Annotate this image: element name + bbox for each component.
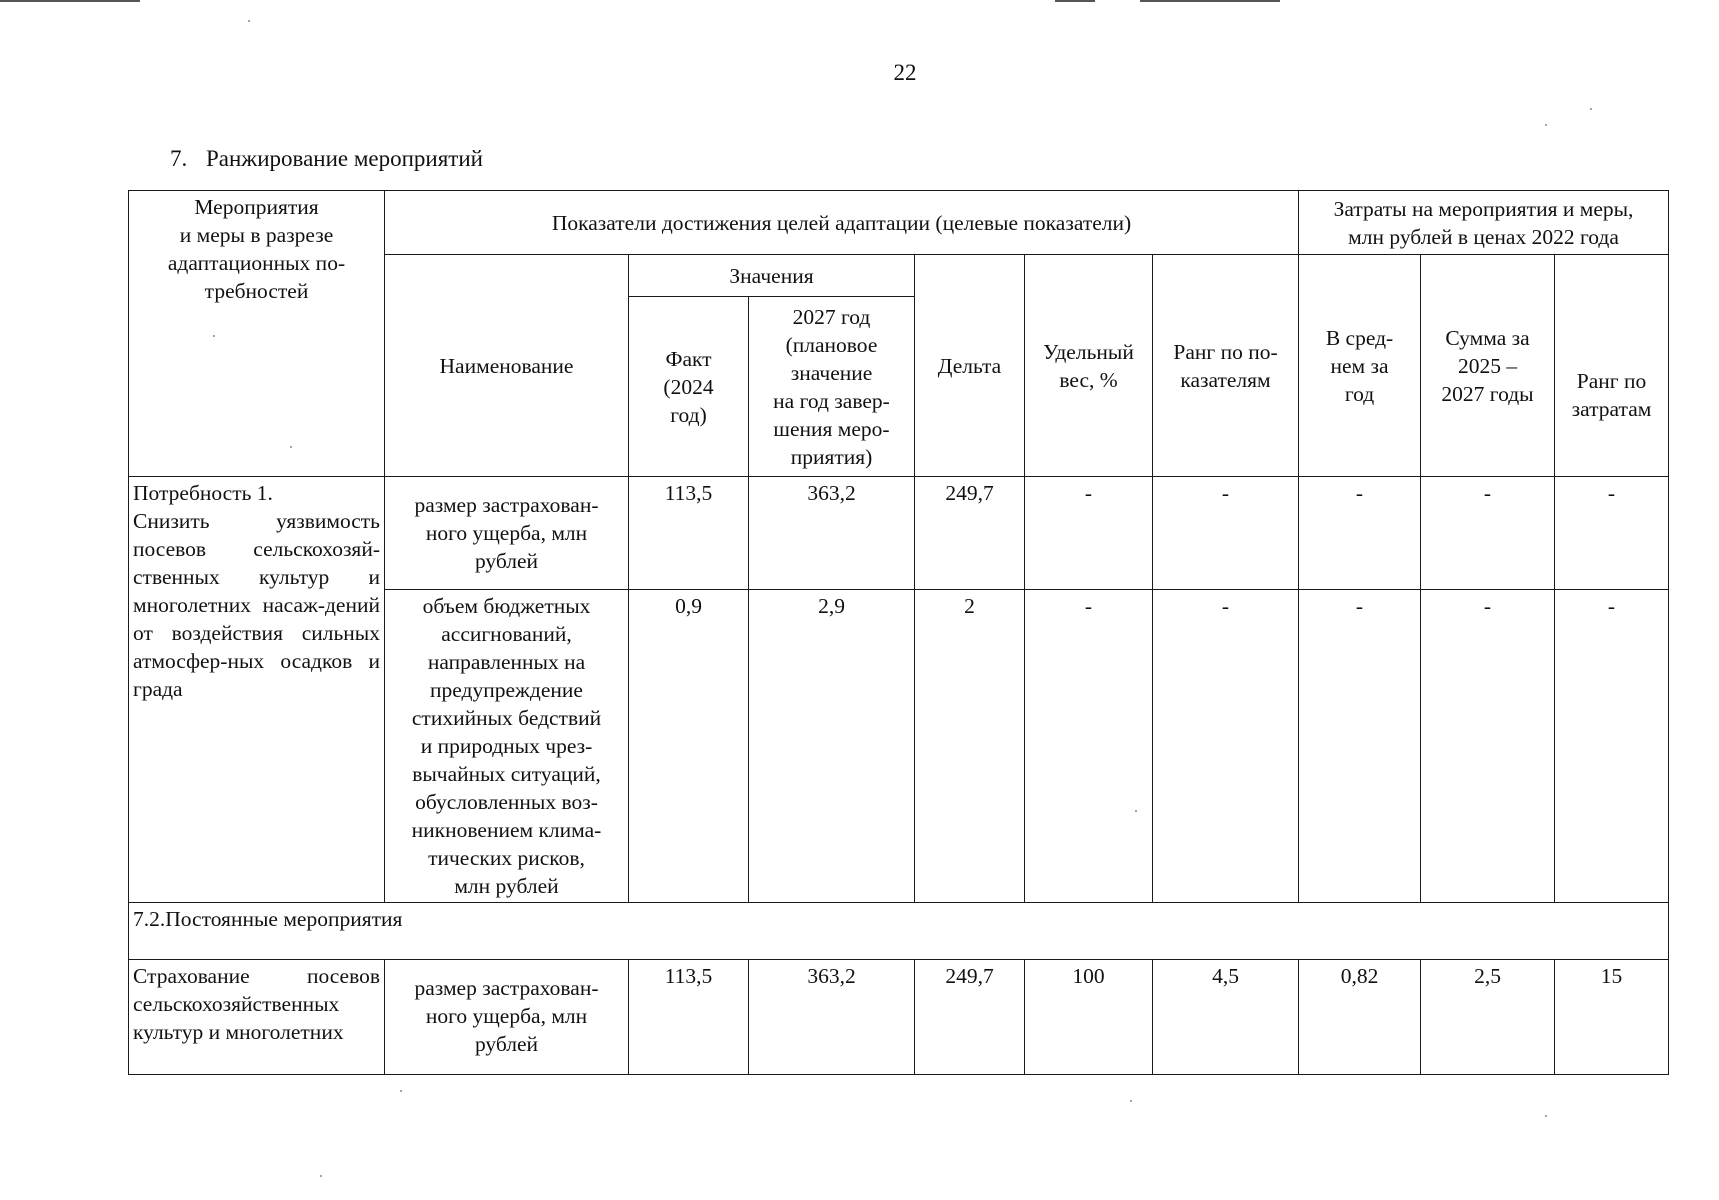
insurance-rank-ind: 4,5	[1153, 960, 1299, 1075]
need-1-row-2-fact: 0,9	[629, 590, 749, 903]
need-1-row-1	[129, 477, 1669, 590]
scan-edge-mark	[0, 0, 140, 2]
scan-edge-mark	[1055, 0, 1095, 2]
need-1-row-2-name: объем бюджетных ассигнований, направленных на предупреждение стихийных бедствий и природных чрез- вычайных ситуаций, обусловленных воз- никновением клима- тических рисков, млн рублей	[385, 590, 629, 903]
scan-speck	[1545, 1115, 1547, 1117]
insurance-row	[129, 960, 1669, 1075]
scan-speck	[248, 20, 250, 22]
scan-speck	[1130, 1100, 1132, 1102]
scan-speck	[1545, 124, 1547, 126]
need-1-row-2-sum: -	[1421, 590, 1555, 903]
need-1-row-2-weight: -	[1025, 590, 1153, 903]
insurance-activity: Страхование посевов сельскохозяйственных культур и многолетних	[129, 960, 385, 1075]
need-1-title: Потребность 1.	[133, 481, 273, 505]
header-rank-costs: Ранг по затратам	[1555, 255, 1669, 477]
header-sum-2025-2027: Сумма за 2025 – 2027 годы	[1421, 255, 1555, 477]
header-fact: Факт (2024 год)	[629, 297, 749, 477]
need-1-row-1-name: размер застрахован- ного ущерба, млн рублей	[385, 477, 629, 590]
section-number: 7.	[170, 146, 188, 171]
need-1-row-2-plan: 2,9	[749, 590, 915, 903]
header-weight: Удельный вес, %	[1025, 255, 1153, 477]
header-values-group: Значения	[629, 255, 915, 297]
need-1-row-1-avg: -	[1299, 477, 1421, 590]
header-name: Наименование	[385, 255, 629, 477]
insurance-fact: 113,5	[629, 960, 749, 1075]
scan-speck	[1590, 108, 1592, 110]
need-1-row-2-rank-cost: -	[1555, 590, 1669, 903]
insurance-delta: 249,7	[915, 960, 1025, 1075]
permanent-section-title: 7.2.Постоянные мероприятия	[129, 903, 1669, 960]
scan-speck	[1135, 810, 1137, 812]
insurance-sum: 2,5	[1421, 960, 1555, 1075]
need-1-cell	[129, 477, 385, 903]
header-delta: Дельта	[915, 255, 1025, 477]
header-avg-year: В сред- нем за год	[1299, 255, 1421, 477]
header-plan-2027: 2027 год (плановое значение на год завер- шения меро- приятия)	[749, 297, 915, 477]
insurance-plan: 363,2	[749, 960, 915, 1075]
page-number: 22	[893, 60, 917, 85]
header-activities: Мероприятия и меры в разрезе адаптационных по- требностей	[129, 191, 385, 477]
section-heading	[170, 146, 483, 172]
scan-edge-mark	[1140, 0, 1280, 2]
need-1-description: Снизить уязвимость посевов сельскохозяй-ственных культур и многолетних насаж-дений от воздействия сильных атмосфер-ных осадков и града	[133, 509, 380, 701]
ranking-table	[128, 190, 1669, 1075]
need-1-row-1-fact: 113,5	[629, 477, 749, 590]
scan-speck	[320, 1175, 322, 1177]
need-1-row-1-delta: 249,7	[915, 477, 1025, 590]
insurance-avg: 0,82	[1299, 960, 1421, 1075]
need-1-row-1-weight: -	[1025, 477, 1153, 590]
scan-speck	[290, 446, 292, 448]
need-1-row-1-rank-cost: -	[1555, 477, 1669, 590]
header-indicators-group: Показатели достижения целей адаптации (целевые показатели)	[385, 191, 1299, 255]
scan-speck	[213, 335, 215, 337]
insurance-name: размер застрахован- ного ущерба, млн рублей	[385, 960, 629, 1075]
need-1-row-2-avg: -	[1299, 590, 1421, 903]
need-1-row-1-rank-ind: -	[1153, 477, 1299, 590]
section-title: Ранжирование мероприятий	[206, 146, 483, 171]
scan-speck	[400, 1090, 402, 1092]
header-costs-group: Затраты на мероприятия и меры, млн рублей в ценах 2022 года	[1299, 191, 1669, 255]
insurance-rank-cost: 15	[1555, 960, 1669, 1075]
need-1-row-2-rank-ind: -	[1153, 590, 1299, 903]
header-row-1	[129, 191, 1669, 255]
need-1-row-1-plan: 363,2	[749, 477, 915, 590]
header-rank-indicators: Ранг по по- казателям	[1153, 255, 1299, 477]
permanent-section-row	[129, 903, 1669, 960]
insurance-weight: 100	[1025, 960, 1153, 1075]
need-1-row-2-delta: 2	[915, 590, 1025, 903]
need-1-row-1-sum: -	[1421, 477, 1555, 590]
